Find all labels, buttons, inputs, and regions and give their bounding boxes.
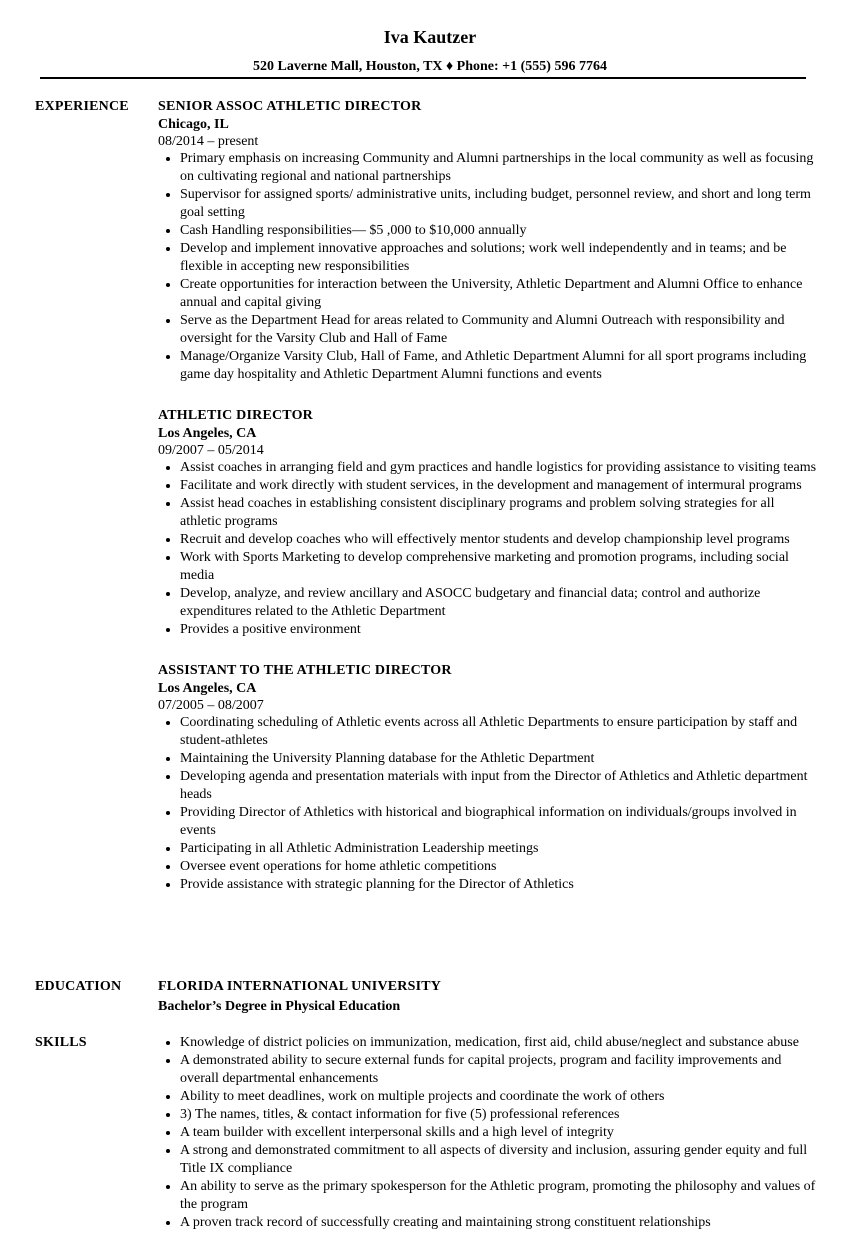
bullet-item: • Serve as the Department Head for areas related to Community and Alumni Outreach with responsibility and oversight for the Varsity Club and Hall of Fame	[180, 312, 818, 348]
skill-item: • A team builder with excellent interpersonal skills and a high level of integrity	[180, 1124, 818, 1142]
skill-item: • A proven track record of successfully creating and maintaining strong constituent relationships	[180, 1214, 818, 1232]
bullet-item: • Facilitate and work directly with student services, in the development and management of intermural programs	[180, 477, 818, 495]
bullet-item: • Assist coaches in arranging field and gym practices and handle logistics for providing assistance to visiting teams	[180, 459, 818, 477]
job-title: ATHLETIC DIRECTOR	[158, 408, 313, 423]
job-bullets	[158, 150, 818, 384]
skill-item: • Ability to meet deadlines, work on multiple projects and coordinate the work of others	[180, 1088, 818, 1106]
bullet-item: • Manage/Organize Varsity Club, Hall of Fame, and Athletic Department Alumni for all sport programs including game day hospitality and Athletic Department Alumni functions and events	[180, 348, 818, 384]
skill-item: • A strong and demonstrated commitment to all aspects of diversity and inclusion, assuring gender equity and full Title IX compliance	[180, 1142, 818, 1178]
job-title: SENIOR ASSOC ATHLETIC DIRECTOR	[158, 99, 422, 114]
job-bullets	[158, 459, 818, 639]
skill-item: • 3) The names, titles, & contact information for five (5) professional references	[180, 1106, 818, 1124]
education-body	[158, 978, 818, 1016]
bullet-item: • Providing Director of Athletics with historical and biographical information on individuals/groups involved in events	[180, 804, 818, 840]
header-divider	[40, 77, 806, 79]
skill-item: • An ability to serve as the primary spokesperson for the Athletic program, promoting the philosophy and values of the program	[180, 1178, 818, 1214]
degree: Bachelor’s Degree in Physical Education	[158, 999, 401, 1014]
experience-body	[158, 98, 818, 917]
contact-line: 520 Laverne Mall, Houston, TX ♦ Phone: +1 (555) 596 7764	[253, 59, 607, 74]
job-dates: 09/2007 – 05/2014	[158, 443, 264, 458]
job-entry	[158, 662, 818, 894]
job-bullets	[158, 714, 818, 894]
bullet-item: • Oversee event operations for home athletic competitions	[180, 858, 818, 876]
job-entry	[158, 98, 818, 384]
job-title: ASSISTANT TO THE ATHLETIC DIRECTOR	[158, 663, 452, 678]
section-label-education: EDUCATION	[35, 979, 122, 994]
job-entry	[158, 407, 818, 639]
skill-item: • Knowledge of district policies on immunization, medication, first aid, child abuse/neglect and substance abuse	[180, 1034, 818, 1052]
section-label-skills: SKILLS	[35, 1035, 87, 1050]
candidate-name: Iva Kautzer	[383, 27, 477, 47]
bullet-item: • Assist head coaches in establishing consistent disciplinary programs and problem solving strategies for all athletic programs	[180, 495, 818, 531]
job-location: Los Angeles, CA	[158, 426, 257, 441]
bullet-item: • Maintaining the University Planning database for the Athletic Department	[180, 750, 818, 768]
section-label-experience: EXPERIENCE	[35, 99, 129, 114]
job-dates: 08/2014 – present	[158, 134, 259, 149]
bullet-item: • Provides a positive environment	[180, 621, 818, 639]
bullet-item: • Coordinating scheduling of Athletic events across all Athletic Departments to ensure participation by staff and student-athletes	[180, 714, 818, 750]
bullet-item: • Cash Handling responsibilities— $5 ,000 to $10,000 annually	[180, 222, 818, 240]
job-dates: 07/2005 – 08/2007	[158, 698, 264, 713]
job-location: Chicago, IL	[158, 117, 229, 132]
bullet-item: • Develop, analyze, and review ancillary and ASOCC budgetary and financial data; control and authorize expenditures related to the Athletic Department	[180, 585, 818, 621]
bullet-item: • Developing agenda and presentation materials with input from the Director of Athletics and Athletic department heads	[180, 768, 818, 804]
bullet-item: • Provide assistance with strategic planning for the Director of Athletics	[180, 876, 818, 894]
skill-item: • A demonstrated ability to secure external funds for capital projects, program and facility improvements and overall departmental enhancements	[180, 1052, 818, 1088]
bullet-item: • Supervisor for assigned sports/ administrative units, including budget, personnel review, and short and long term goal setting	[180, 186, 818, 222]
skills-body	[158, 1034, 818, 1232]
bullet-item: • Participating in all Athletic Administration Leadership meetings	[180, 840, 818, 858]
school-name: FLORIDA INTERNATIONAL UNIVERSITY	[158, 979, 442, 994]
skills-bullets	[158, 1034, 818, 1232]
bullet-item: • Recruit and develop coaches who will effectively mentor students and develop championship level programs	[180, 531, 818, 549]
bullet-item: • Create opportunities for interaction between the University, Athletic Department and Alumni Office to enhance annual and capital giving	[180, 276, 818, 312]
bullet-item: • Work with Sports Marketing to develop comprehensive marketing and promotion programs, including social media	[180, 549, 818, 585]
job-location: Los Angeles, CA	[158, 681, 257, 696]
bullet-item: • Primary emphasis on increasing Community and Alumni partnerships in the local community as well as focusing on cultivating regional and national partnerships	[180, 150, 818, 186]
bullet-item: • Develop and implement innovative approaches and solutions; work well independently and in teams; and be flexible in accepting new responsibilities	[180, 240, 818, 276]
